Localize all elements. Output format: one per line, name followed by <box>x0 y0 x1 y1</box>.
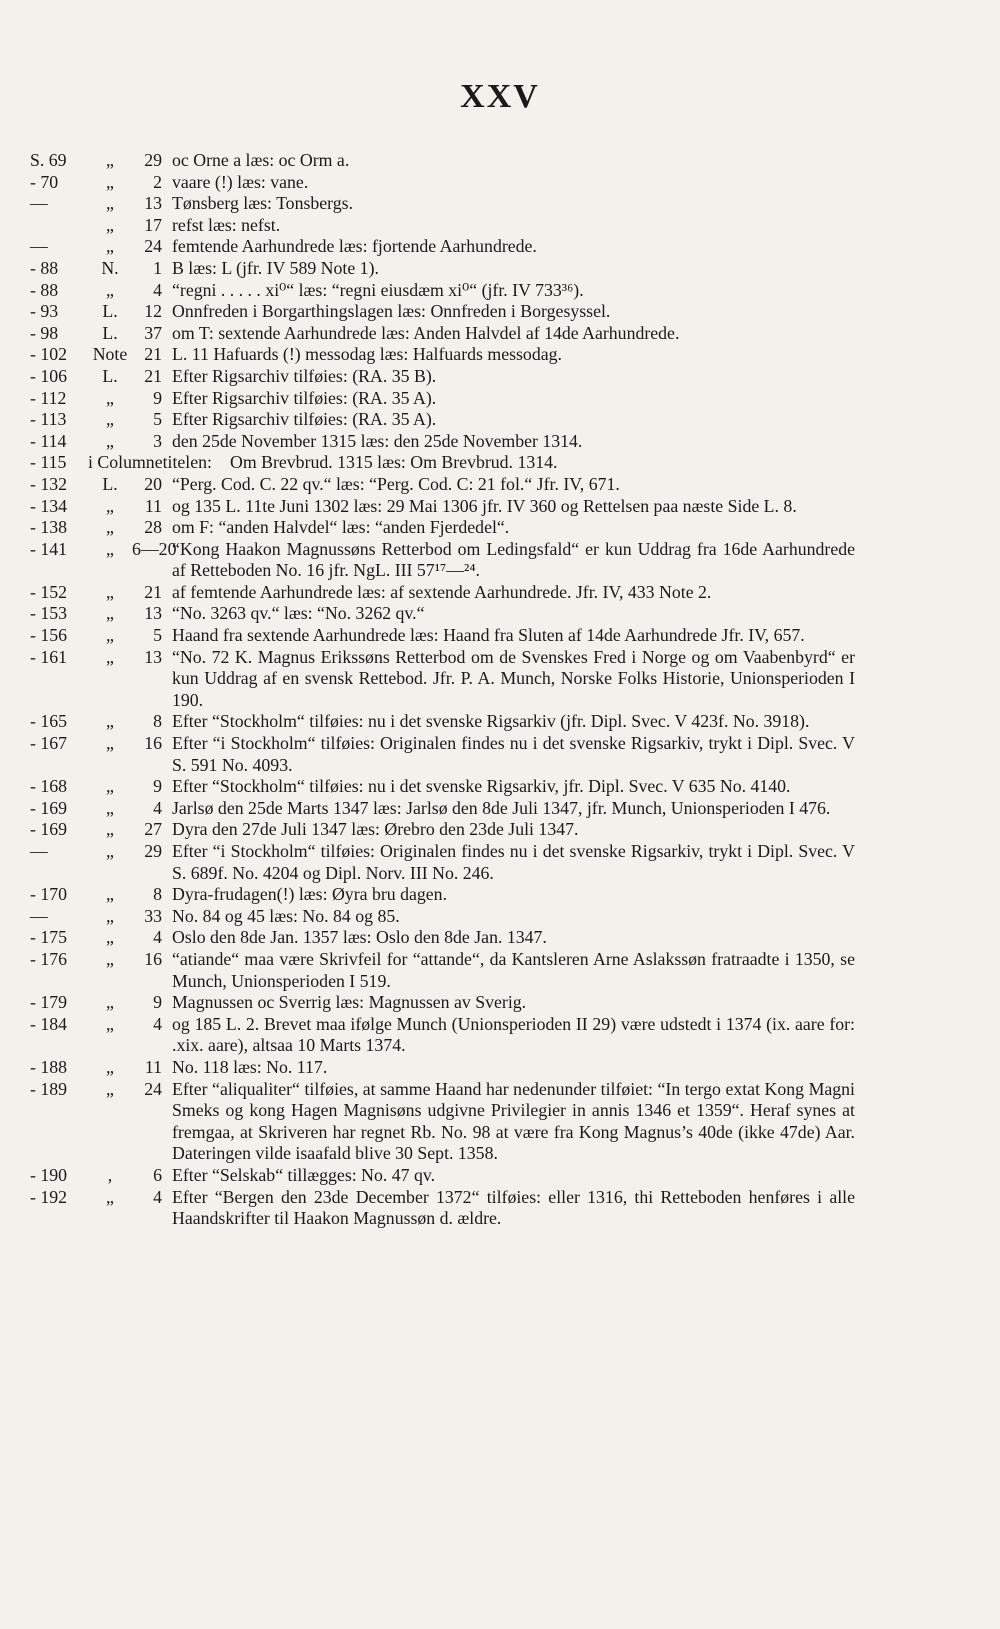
correction-text: Efter Rigsarchiv tilføies: (RA. 35 A). <box>172 387 437 408</box>
line-ref: 12 <box>144 301 162 322</box>
errata-row <box>30 517 855 539</box>
errata-row <box>30 215 855 237</box>
column-ref: „ <box>106 1078 114 1099</box>
column-ref: „ <box>106 841 114 861</box>
errata-row <box>30 301 855 323</box>
page-ref: - 134 <box>30 495 68 516</box>
correction-text: Dyra-frudagen(!) læs: Øyra bru dagen. <box>172 884 448 905</box>
errata-row <box>30 258 855 280</box>
column-ref: Note <box>92 344 128 365</box>
page-ref: - 190 <box>30 1164 68 1185</box>
line-ref: 4 <box>153 927 162 948</box>
correction-text: Efter “Stockholm“ tilføies: nu i det svenske Rigsarkiv, jfr. Dipl. Svec. V 635 No. 4140. <box>172 776 791 797</box>
page-title: XXV <box>460 78 540 115</box>
column-ref: „ <box>106 797 114 818</box>
page-ref: S. 69 <box>30 150 67 170</box>
errata-row <box>30 280 855 302</box>
correction-text: vaare (!) læs: vane. <box>172 171 309 192</box>
page-ref: - 175 <box>30 927 68 948</box>
correction-text: Dyra den 27de Juli 1347 læs: Ørebro den 23de Juli 1347. <box>172 819 579 840</box>
column-ref: L. <box>102 365 118 386</box>
page-ref: — <box>30 193 48 214</box>
correction-text: Onnfreden i Borgarthingslagen læs: Onnfreden i Borgesyssel. <box>172 301 611 322</box>
line-ref: 37 <box>144 322 162 343</box>
errata-row <box>30 1187 855 1230</box>
page-ref: - 184 <box>30 1013 68 1034</box>
correction-text: og 185 L. 2. Brevet maa ifølge Munch (Unionsperioden II 29) være udstedt i 1374 (ix. aare for: .xix. aare), altsaa 10 Marts 1374. <box>172 1013 855 1056</box>
page-ref: - 165 <box>30 711 68 732</box>
line-ref: 4 <box>153 1013 162 1034</box>
column-ref: „ <box>106 603 114 624</box>
errata-row <box>30 150 855 172</box>
errata-row <box>30 388 855 410</box>
line-ref: 11 <box>144 1056 162 1077</box>
line-ref: 4 <box>153 279 162 300</box>
page-ref: - 141 <box>30 538 68 559</box>
column-ref: „ <box>106 884 114 905</box>
line-ref: 33 <box>144 905 162 926</box>
errata-row <box>30 949 855 992</box>
page-ref: - 170 <box>30 884 68 905</box>
line-ref: 28 <box>144 517 162 538</box>
correction-text: Jarlsø den 25de Marts 1347 læs: Jarlsø den 8de Juli 1347, jfr. Munch, Unionsperioden I 476. <box>172 797 831 818</box>
page-ref: - 132 <box>30 473 68 494</box>
correction-text: Efter Rigsarchiv tilføies: (RA. 35 B). <box>172 365 437 386</box>
correction-text: om F: “anden Halvdel“ læs: “anden Fjerdedel“. <box>172 517 510 538</box>
page-ref: - 102 <box>30 344 68 365</box>
column-ref: „ <box>106 711 114 732</box>
page-ref: - 88 <box>30 257 59 278</box>
column-ref: L. <box>102 473 118 494</box>
column-ref: „ <box>106 1056 114 1077</box>
line-ref: 4 <box>153 1186 162 1207</box>
page-ref: — <box>30 841 48 861</box>
column-ref: „ <box>106 538 114 559</box>
line-ref: 17 <box>144 214 162 235</box>
page-ref: - 188 <box>30 1056 68 1077</box>
line-ref: 3 <box>153 430 162 451</box>
errata-row <box>30 841 855 884</box>
column-ref: „ <box>106 150 114 170</box>
line-ref: 27 <box>144 819 162 840</box>
errata-row <box>30 819 855 841</box>
page-ref: - 138 <box>30 517 68 538</box>
line-ref: 20 <box>144 473 162 494</box>
errata-row <box>30 193 855 215</box>
column-ref: L. <box>102 322 118 343</box>
line-ref: 11 <box>144 495 162 516</box>
page-ref: - 115 <box>30 452 67 473</box>
line-ref: 8 <box>153 711 162 732</box>
errata-row <box>30 992 855 1014</box>
correction-text: Efter “Stockholm“ tilføies: nu i det svenske Rigsarkiv (jfr. Dipl. Svec. V 423f. No. 3918). <box>172 711 810 732</box>
errata-row <box>30 625 855 647</box>
correction-text: Efter “aliqualiter“ tilføies, at samme Haand har nedenunder tilføiet: “In tergo extat Kong Magni Smeks og kong Hagen Magnisøns udgivne Privilegier in annis 1346 et 1359“. Heraf synes at fremgaa, at Skriveren har regnet Rb. No. 98 at være fra Kong Magnus’s 40de (ikke 47de) Aar. Dateringen vilde isaafald blive 30 Sept. 1358. <box>172 1078 855 1164</box>
line-ref: 4 <box>153 797 162 818</box>
page-ref: - 167 <box>30 733 68 754</box>
correction-text: Haand fra sextende Aarhundrede læs: Haand fra Sluten af 14de Aarhundrede Jfr. IV, 657. <box>172 625 805 646</box>
errata-row <box>30 172 855 194</box>
column-ref: „ <box>106 776 114 797</box>
correction-text: Magnussen oc Sverrig læs: Magnussen av Sverig. <box>172 992 527 1013</box>
errata-row <box>30 366 855 388</box>
column-ref: i Columnetitelen: <box>88 452 212 473</box>
correction-text: Efter “Selskab“ tillægges: No. 47 qv. <box>172 1164 436 1185</box>
line-ref: 9 <box>153 992 162 1013</box>
correction-text: refst læs: nefst. <box>172 214 281 235</box>
column-ref: „ <box>106 992 114 1013</box>
column-ref: , <box>107 1164 113 1185</box>
column-ref: „ <box>106 214 114 235</box>
correction-text: Tønsberg læs: Tonsbergs. <box>172 193 354 214</box>
errata-row <box>30 1057 855 1079</box>
column-ref: „ <box>106 1186 114 1207</box>
page-ref: - 93 <box>30 301 59 322</box>
page-ref: - 112 <box>30 387 67 408</box>
errata-row <box>30 927 855 949</box>
errata-row <box>30 344 855 366</box>
line-ref: 13 <box>144 646 162 667</box>
errata-row <box>30 603 855 625</box>
errata-list <box>30 150 855 1230</box>
page-ref: - 168 <box>30 776 68 797</box>
correction-text: No. 118 læs: No. 117. <box>172 1056 328 1077</box>
column-ref: „ <box>106 279 114 300</box>
line-ref: 24 <box>144 1078 162 1099</box>
column-ref: N. <box>101 257 119 278</box>
line-ref: 9 <box>153 387 162 408</box>
column-ref: „ <box>106 733 114 754</box>
correction-text: “No. 3263 qv.“ læs: “No. 3262 qv.“ <box>172 603 425 624</box>
page-ref: - 98 <box>30 322 59 343</box>
correction-text: Oslo den 8de Jan. 1357 læs: Oslo den 8de Jan. 1347. <box>172 927 547 948</box>
correction-text: og 135 L. 11te Juni 1302 læs: 29 Mai 1306 jfr. IV 360 og Rettelsen paa næste Side L. 8. <box>172 495 797 516</box>
line-ref: 6—20 <box>132 538 177 559</box>
page-ref: — <box>30 236 48 257</box>
correction-text: Efter “i Stockholm“ tilføies: Originalen findes nu i det svenske Rigsarkiv, trykt i Dipl. Svec. V S. 591 No. 4093. <box>172 733 855 775</box>
column-ref: „ <box>106 625 114 646</box>
line-ref: 9 <box>153 776 162 797</box>
errata-row <box>30 884 855 906</box>
errata-row <box>30 647 855 712</box>
page-ref: - 106 <box>30 365 68 386</box>
page-ref: - 156 <box>30 625 68 646</box>
correction-text: af femtende Aarhundrede læs: af sextende Aarhundrede. Jfr. IV, 433 Note 2. <box>172 581 712 602</box>
errata-row <box>30 776 855 798</box>
line-ref: 29 <box>144 150 162 170</box>
line-ref: 6 <box>153 1164 162 1185</box>
errata-row <box>30 1079 855 1165</box>
page-ref: - 114 <box>30 430 67 451</box>
correction-text: “Kong Haakon Magnussøns Retterbod om Ledingsfald“ er kun Uddrag fra 16de Aarhundrede af Retteboden No. 16 jfr. NgL. III 57¹⁷—²⁴. <box>172 538 855 581</box>
line-ref: 13 <box>144 603 162 624</box>
column-ref: „ <box>106 430 114 451</box>
page-ref: - 88 <box>30 279 59 300</box>
correction-text: den 25de November 1315 læs: den 25de November 1314. <box>172 430 583 451</box>
column-ref: „ <box>106 236 114 257</box>
correction-text: oc Orne a læs: oc Orm a. <box>172 150 350 170</box>
column-ref: „ <box>106 495 114 516</box>
line-ref: 1 <box>153 257 162 278</box>
errata-row <box>30 409 855 431</box>
line-ref: 29 <box>144 841 162 861</box>
errata-row <box>30 496 855 518</box>
errata-row <box>30 452 855 474</box>
correction-text: No. 84 og 45 læs: No. 84 og 85. <box>172 905 400 926</box>
correction-text: Efter Rigsarchiv tilføies: (RA. 35 A). <box>172 409 437 430</box>
correction-text: “No. 72 K. Magnus Erikssøns Retterbod om de Svenskes Fred i Norge og om Vaabenbyrd“ er kun Uddrag af en svensk Rettebod. Jfr. P. A. Munch, Norske Folks Historie, Unionsperioden I 190. <box>172 646 855 710</box>
line-ref: 16 <box>144 948 162 969</box>
column-ref: „ <box>106 948 114 969</box>
page-ref: - 70 <box>30 171 59 192</box>
line-ref: 21 <box>144 365 162 386</box>
line-ref: 13 <box>144 193 162 214</box>
column-ref: L. <box>102 301 118 322</box>
column-ref: „ <box>106 193 114 214</box>
column-ref: „ <box>106 409 114 430</box>
page-ref: - 153 <box>30 603 68 624</box>
errata-row <box>30 431 855 453</box>
page-ref: - 152 <box>30 581 68 602</box>
line-ref: 2 <box>153 171 162 192</box>
errata-row <box>30 474 855 496</box>
correction-text: om T: sextende Aarhundrede læs: Anden Halvdel af 14de Aarhundrede. <box>172 322 680 343</box>
page-ref: - 161 <box>30 646 68 667</box>
line-ref: 21 <box>144 344 162 365</box>
column-ref: „ <box>106 387 114 408</box>
errata-row <box>30 733 855 776</box>
line-ref: 16 <box>144 733 162 754</box>
correction-text: “regni . . . . . xi⁰“ læs: “regni eiusdæm xi⁰“ (jfr. IV 733³⁶). <box>172 279 584 300</box>
errata-row <box>30 1014 855 1057</box>
page-ref: - 179 <box>30 992 68 1013</box>
page-ref: - 176 <box>30 948 68 969</box>
errata-row <box>30 711 855 733</box>
errata-row <box>30 236 855 258</box>
correction-text: Om Brevbrud. 1315 læs: Om Brevbrud. 1314. <box>230 452 558 473</box>
line-ref: 5 <box>153 409 162 430</box>
correction-text: “Perg. Cod. C. 22 qv.“ læs: “Perg. Cod. C: 21 fol.“ Jfr. IV, 671. <box>172 473 620 494</box>
column-ref: „ <box>106 905 114 926</box>
column-ref: „ <box>106 1013 114 1034</box>
page-ref: - 189 <box>30 1078 68 1099</box>
errata-row <box>30 1165 855 1187</box>
page-ref: - 192 <box>30 1186 68 1207</box>
page-ref: - 169 <box>30 819 68 840</box>
column-ref: „ <box>106 927 114 948</box>
correction-text: “atiande“ maa være Skrivfeil for “attande“, da Kantsleren Arne Aslakssøn fratraadte i 1350, se Munch, Unionsperioden I 519. <box>172 948 855 991</box>
correction-text: Efter “Bergen den 23de December 1372“ tilføies: eller 1316, thi Retteboden henføres i alle Haandskrifter til Haakon Magnussøn d. ældre. <box>172 1186 855 1229</box>
errata-row <box>30 798 855 820</box>
correction-text: femtende Aarhundrede læs: fjortende Aarhundrede. <box>172 236 537 257</box>
column-ref: „ <box>106 171 114 192</box>
page-ref: - 169 <box>30 797 68 818</box>
correction-text: B læs: L (jfr. IV 589 Note 1). <box>172 257 379 278</box>
line-ref: 5 <box>153 625 162 646</box>
column-ref: „ <box>106 646 114 667</box>
errata-row <box>30 582 855 604</box>
errata-row <box>30 539 855 582</box>
errata-row <box>30 323 855 345</box>
correction-text: L. 11 Hafuards (!) messodag læs: Halfuards messodag. <box>172 344 562 365</box>
correction-text: Efter “i Stockholm“ tilføies: Originalen findes nu i det svenske Rigsarkiv, trykt i Dipl. Svec. V S. 689f. No. 4204 og Dipl. Norv. III No. 246. <box>172 841 855 883</box>
line-ref: 21 <box>144 581 162 602</box>
column-ref: „ <box>106 517 114 538</box>
page-ref: - 113 <box>30 409 67 430</box>
column-ref: „ <box>106 581 114 602</box>
line-ref: 24 <box>144 236 162 257</box>
column-ref: „ <box>106 819 114 840</box>
errata-row <box>30 906 855 928</box>
line-ref: 8 <box>153 884 162 905</box>
page-ref: — <box>30 905 48 926</box>
